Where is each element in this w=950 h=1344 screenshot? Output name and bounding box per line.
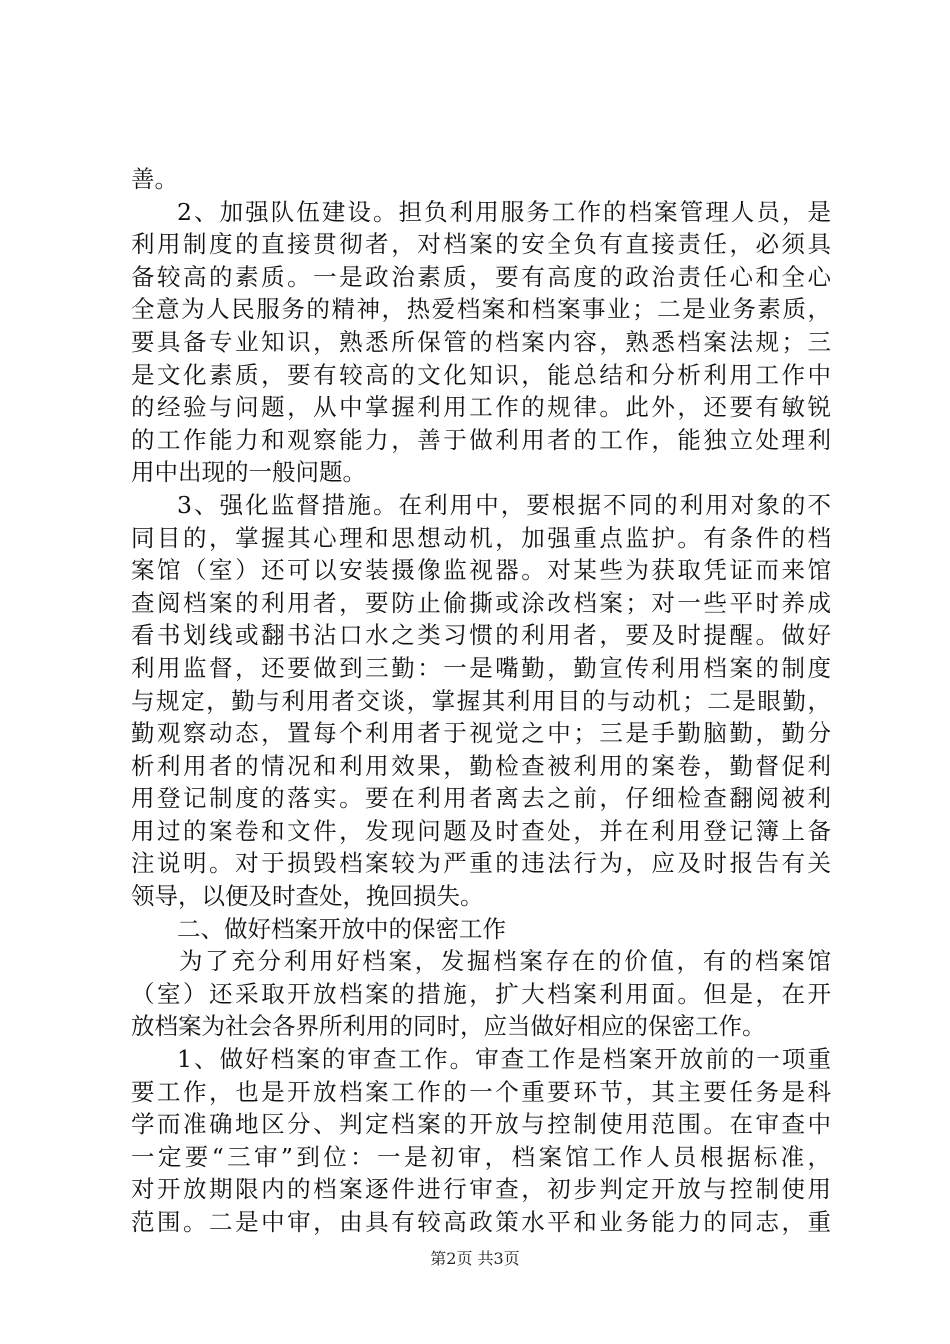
text-line: 利用制度的直接贯彻者，对档案的安全负有直接责任，必须具 — [131, 230, 831, 259]
text-line: 要具备专业知识，熟悉所保管的档案内容，熟悉档案法规；三 — [131, 327, 831, 356]
document-body — [131, 163, 831, 1239]
page-number-footer: 第2页 共3页 — [430, 1249, 520, 1268]
text-line: 范围。二是中审，由具有较高政策水平和业务能力的同志，重 — [131, 1208, 831, 1236]
section-heading: 二、做好档案开放中的保密工作 — [177, 914, 506, 943]
text-line: 的工作能力和观察能力，善于做利用者的工作，能独立处理利 — [131, 425, 831, 454]
text-line: 用中出现的一般问题。 — [131, 458, 366, 487]
text-line: 的经验与问题，从中掌握利用工作的规律。此外，还要有敏锐 — [131, 393, 831, 422]
text-line: 注说明。对于损毁档案较为严重的违法行为，应及时报告有关 — [131, 849, 831, 878]
paragraph-start-line: 2、加强队伍建设。担负利用服务工作的档案管理人员，是 — [177, 197, 831, 226]
paragraph-start-line: 3、强化监督措施。在利用中，要根据不同的利用对象的不 — [177, 490, 831, 519]
text-line: 一定要“三审”到位：一是初审，档案馆工作人员根据标准， — [131, 1142, 831, 1171]
text-line: 析利用者的情况和利用效果，勤检查被利用的案卷，勤督促利 — [131, 751, 831, 780]
text-line: 案馆（室）还可以安装摄像监视器。对某些为获取凭证而来馆 — [131, 556, 831, 585]
text-line: 查阅档案的利用者，要防止偷撕或涂改档案；对一些平时养成 — [131, 588, 831, 617]
text-line: （室）还采取开放档案的措施，扩大档案利用面。但是，在开 — [131, 979, 831, 1008]
text-line: 善。 — [131, 165, 178, 193]
text-line: 利用监督，还要做到三勤：一是嘴勤，勤宣传利用档案的制度 — [131, 653, 831, 682]
text-line: 全意为人民服务的精神，热爱档案和档案事业；二是业务素质， — [131, 295, 831, 324]
text-line: 备较高的素质。一是政治素质，要有高度的政治责任心和全心 — [131, 262, 831, 291]
text-line: 勤观察动态，置每个利用者于视觉之中；三是手勤脑勤，勤分 — [131, 719, 831, 748]
text-line: 对开放期限内的档案逐件进行审查，初步判定开放与控制使用 — [131, 1175, 831, 1204]
text-line: 用过的案卷和文件，发现问题及时查处，并在利用登记簿上备 — [131, 816, 831, 845]
text-line: 领导，以便及时查处，挽回损失。 — [131, 882, 484, 911]
text-line: 同目的，掌握其心理和思想动机，加强重点监护。有条件的档 — [131, 523, 831, 552]
text-line: 与规定，勤与利用者交谈，掌握其利用目的与动机；二是眼勤， — [131, 686, 831, 715]
text-line: 学而准确地区分、判定档案的开放与控制使用范围。在审查中 — [131, 1110, 831, 1139]
text-line: 是文化素质，要有较高的文化知识，能总结和分析利用工作中 — [131, 360, 831, 389]
text-line: 要工作，也是开放档案工作的一个重要环节，其主要任务是科 — [131, 1077, 831, 1106]
text-line: 看书划线或翻书沾口水之类习惯的利用者，要及时提醒。做好 — [131, 621, 831, 650]
paragraph-start-line: 1、做好档案的审查工作。审查工作是档案开放前的一项重 — [177, 1045, 831, 1074]
text-line: 用登记制度的落实。要在利用者离去之前，仔细检查翻阅被利 — [131, 784, 831, 813]
paragraph-start-line: 为了充分利用好档案，发掘档案存在的价值，有的档案馆 — [179, 947, 831, 976]
text-line: 放档案为社会各界所利用的同时，应当做好相应的保密工作。 — [131, 1012, 766, 1041]
